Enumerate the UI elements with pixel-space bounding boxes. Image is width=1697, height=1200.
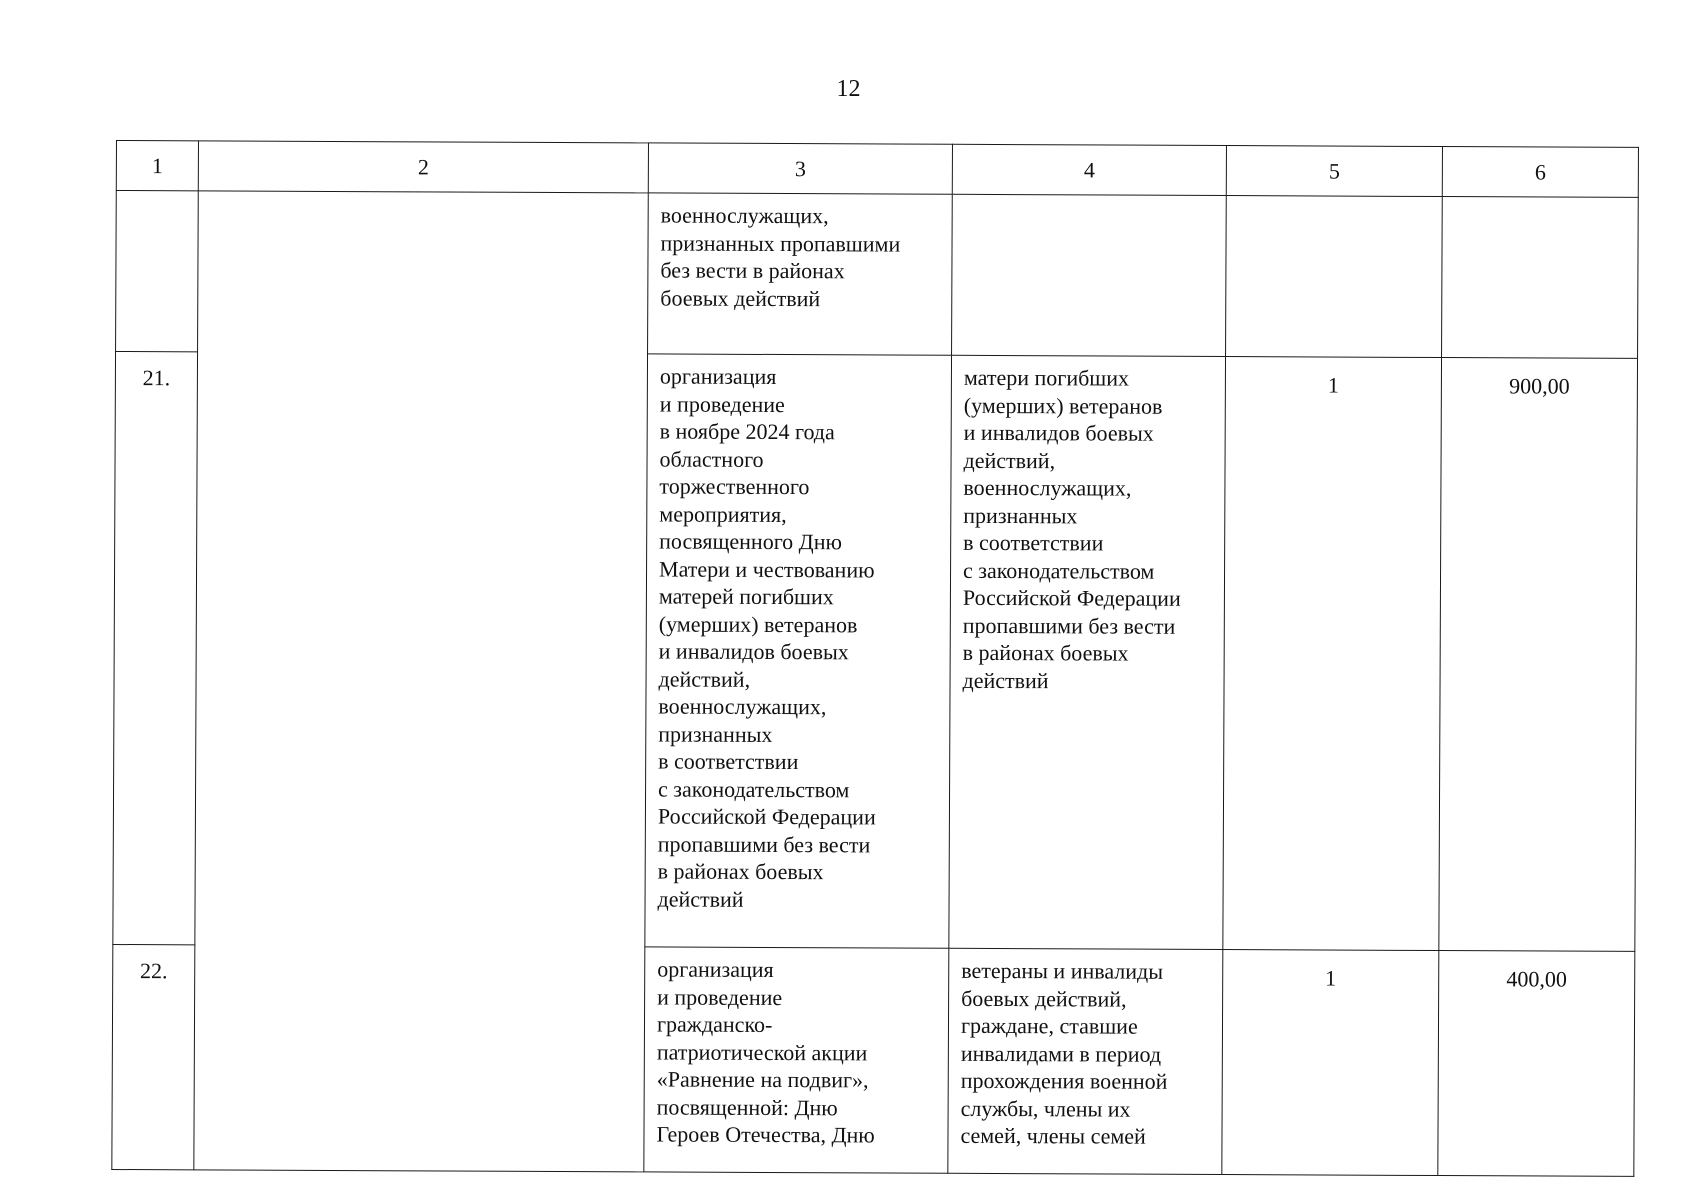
row-number-cell: 21. (113, 352, 198, 945)
column-header: 3 (648, 143, 952, 194)
column-header: 6 (1442, 147, 1638, 198)
participants-text: ветераны и инвалиды боевых действий, граждане, ставшие инвалидами в период прохождения военной службы, члены их семей, члены семей (960, 957, 1168, 1149)
amount-cell: 900,00 (1439, 358, 1638, 952)
column-header: 2 (198, 141, 648, 193)
event-description-text: организация и проведение гражданско- патриотической акции «Равнение на подвиг», посвященной: Дню Героев Отечества, Дню (656, 956, 875, 1148)
participants-cell (948, 948, 1223, 1174)
row-number-cell (116, 191, 199, 352)
participants-cell (952, 194, 1227, 356)
participants-text (965, 203, 1214, 204)
row-number-cell: 22. (112, 944, 195, 1169)
participants-cell (949, 355, 1226, 949)
document-table (111, 140, 1639, 1177)
column-header: 4 (952, 144, 1226, 195)
table-row (116, 191, 1639, 359)
event-description-cell (645, 354, 952, 948)
event-description-cell (644, 947, 949, 1173)
event-description-text: военнослужащих, признанных пропавшими без вести в районах боевых действий (660, 202, 901, 311)
amount-cell (1442, 197, 1639, 359)
merged-column-2-cell (194, 191, 648, 1172)
event-description-text: организация и проведение в ноябре 2024 года областного торжественного мероприятия, посвященного Дню Матери и чествованию матерей погибших (умерших) ветеранов и инвалидов боевых действий, военнослужащих, признанных в соответствии с законодательством Российской Федерации пропавшими без вести в районах боевых действий (657, 363, 876, 912)
participants-text: матери погибших (умерших) ветеранов и инвалидов боевых действий, военнослужащих, признанных в соответствии с законодательством Российской Федерации пропавшими без вести в районах боевых действий (962, 364, 1181, 693)
column-header: 5 (1226, 146, 1442, 197)
quantity-cell: 1 (1223, 357, 1442, 951)
page-number: 12 (836, 76, 861, 102)
table-header-row (116, 141, 1638, 198)
amount-cell: 400,00 (1438, 951, 1635, 1177)
quantity-cell (1226, 196, 1443, 358)
event-description-cell (648, 193, 953, 355)
quantity-cell: 1 (1222, 950, 1439, 1176)
column-header: 1 (116, 141, 198, 191)
